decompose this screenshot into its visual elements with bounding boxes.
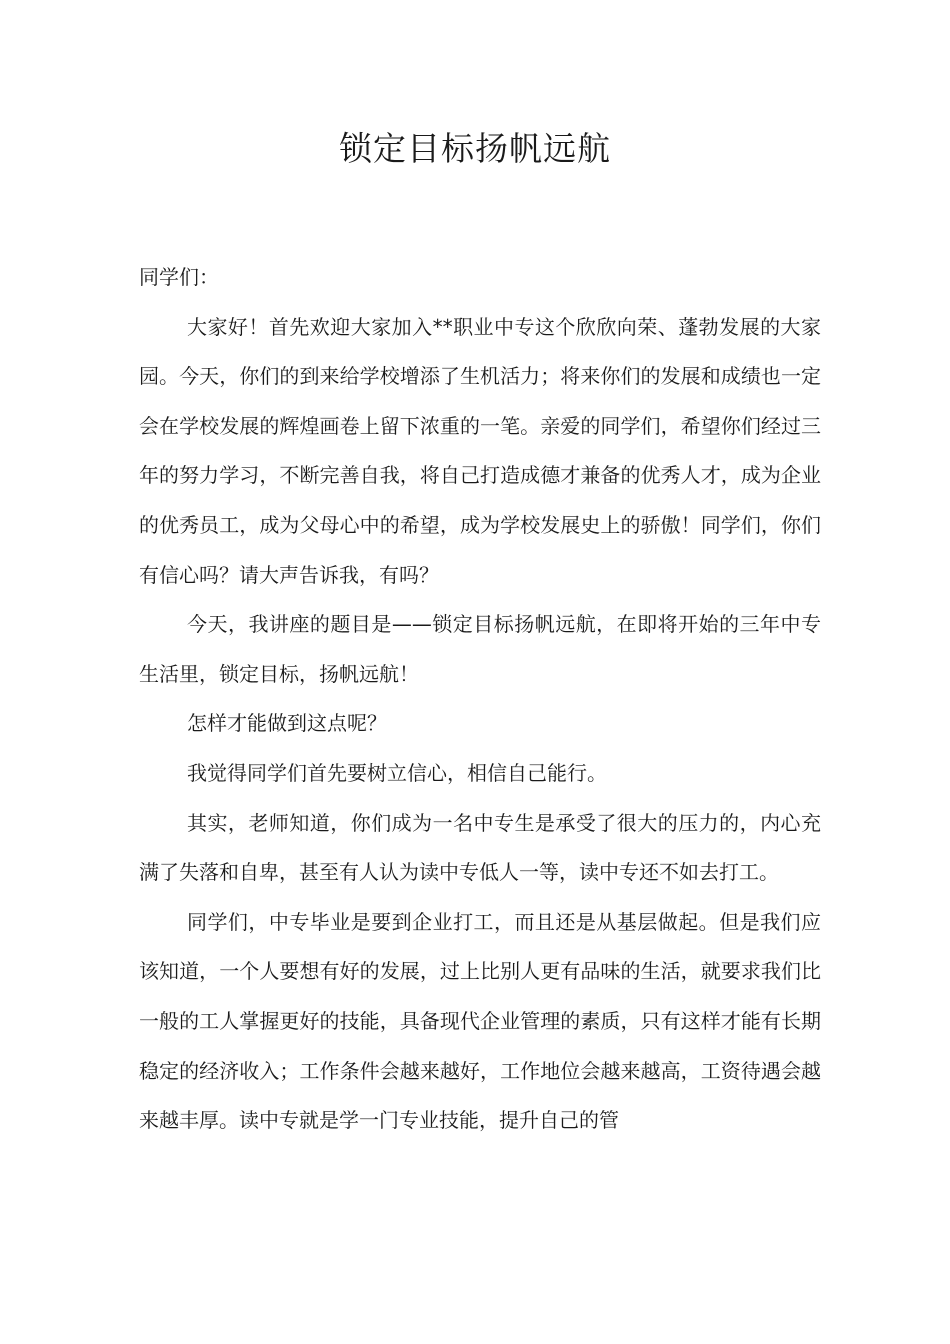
document-body xyxy=(139,253,821,1146)
document-title: 锁定目标扬帆远航 xyxy=(339,129,611,168)
paragraph-pressure: 其实，老师知道，你们成为一名中专生是承受了很大的压力的，内心充满了失落和自卑，甚至有人认为读中专低人一等，读中专还不如去打工。 xyxy=(139,810,821,885)
paragraph-welcome: 大家好！首先欢迎大家加入**职业中专这个欣欣向荣、蓬勃发展的大家园。今天，你们的到来给学校增添了生机活力；将来你们的发展和成绩也一定会在学校发展的辉煌画卷上留下浓重的一笔。亲爱的同学们，希望你们经过三年的努力学习，不断完善自我，将自己打造成德才兼备的优秀人才，成为企业的优秀员工，成为父母心中的希望，成为学校发展史上的骄傲！同学们，你们有信心吗？请大声告诉我，有吗？ xyxy=(139,314,821,587)
paragraph-question: 怎样才能做到这点呢？ xyxy=(187,711,387,736)
greeting-line: 同学们： xyxy=(139,265,219,289)
paragraph-career: 同学们，中专毕业是要到企业打工，而且还是从基层做起。但是我们应该知道，一个人要想有好的发展，过上比别人更有品味的生活，就要求我们比一般的工人掌握更好的技能，具备现代企业管理的素质，只有这样才能有长期稳定的经济收入；工作条件会越来越好，工作地位会越来越高，工资待遇会越来越丰厚。读中专就是学一门专业技能，提升自己的管 xyxy=(139,909,821,1133)
paragraph-confidence: 我觉得同学们首先要树立信心，相信自己能行。 xyxy=(187,760,607,785)
paragraph-topic: 今天，我讲座的题目是——锁定目标扬帆远航，在即将开始的三年中专生活里，锁定目标，扬帆远航！ xyxy=(139,612,821,686)
